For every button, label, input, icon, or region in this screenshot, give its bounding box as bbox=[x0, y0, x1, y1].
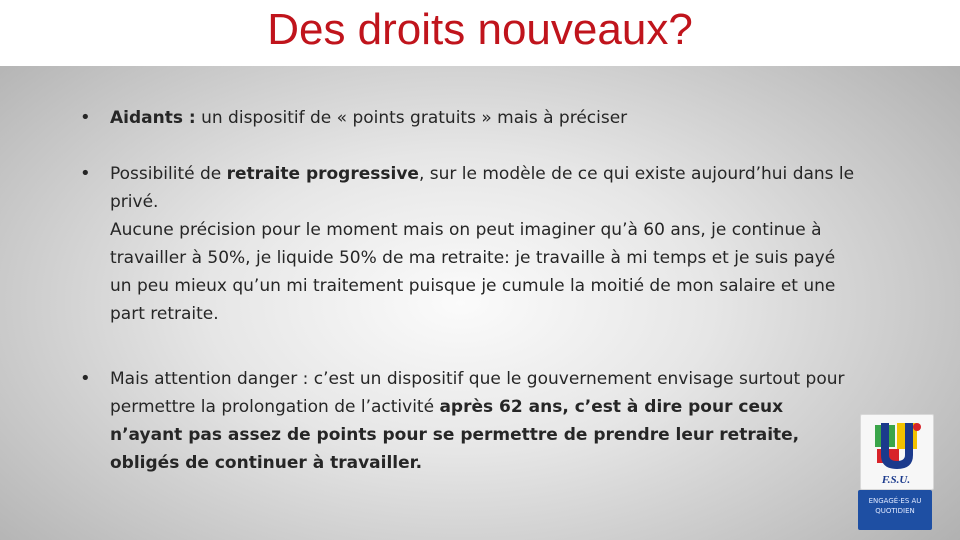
slide-content bbox=[0, 66, 960, 540]
bullet-bold-text: Aidants : bbox=[110, 108, 196, 128]
bullet-item-aidants bbox=[80, 104, 860, 132]
fsu-logo bbox=[852, 414, 932, 540]
bullet-item-retraite-progressive bbox=[80, 160, 860, 328]
slide-title: Des droits nouveaux? bbox=[267, 5, 693, 54]
bullet-continuation-text: Aucune précision pour le moment mais on peut imaginer qu’à 60 ans, je continue à travailler à 50%, je liquide 50% de ma retraite: je travaille à mi temps et je suis payé un peu mieux qu’un mi traitement puisque je cumule la moitié de mon salaire et une part retraite. bbox=[110, 220, 836, 324]
bullet-text: , sur le modèle de ce qui existe aujourd’hui dans le privé. bbox=[110, 164, 855, 212]
fsu-emblem-icon bbox=[861, 415, 933, 477]
bullet-text: Possibilité de bbox=[110, 164, 227, 184]
bullet-text: un dispositif de « points gratuits » mais à préciser bbox=[195, 108, 628, 128]
logo-fsu-text: F.S.U. bbox=[881, 474, 911, 486]
logo-tagline: ENGAGÉ·ES AU QUOTIDIEN bbox=[858, 490, 932, 530]
bullet-item-attention-danger bbox=[80, 365, 860, 477]
bullet-text: Mais attention danger : c’est un dispositif que le gouvernement envisage surtout pour permettre la prolongation de l’activité bbox=[110, 369, 845, 417]
bullet-bold-text: après 62 ans, c’est à dire pour ceux n’ayant pas assez de points pour se permettre de prendre leur retraite, obligés de continuer à travailler. bbox=[110, 397, 800, 473]
bullet-bold-text: retraite progressive bbox=[226, 164, 419, 184]
title-bar bbox=[0, 0, 960, 66]
bullet-list bbox=[0, 66, 960, 540]
